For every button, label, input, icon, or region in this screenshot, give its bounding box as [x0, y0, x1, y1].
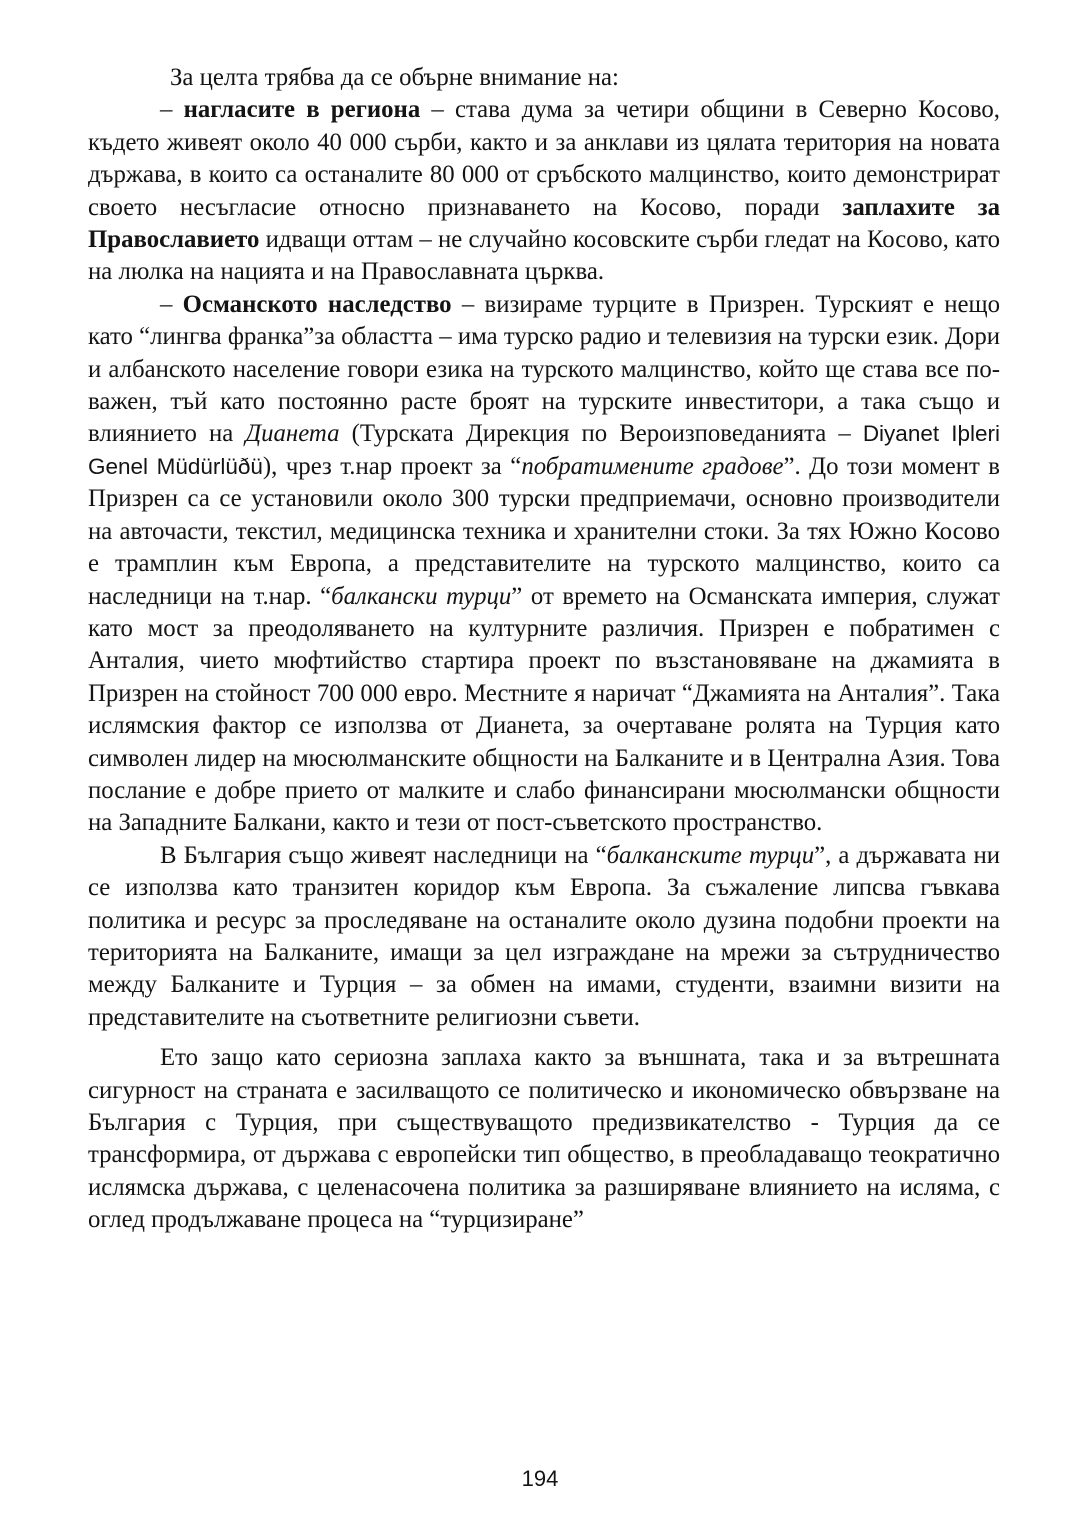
paragraph-text: Ето защо като сериозна заплаха както за външната, така и за вътрешната сигурност на страната е засилващото се политическо и икономическо обвързване на България с Турция, при съществуващото предизвикателство - Турция да се трансформира, от държава с европейски тип общество, в преобладаващо теократично ислямска държава, с целенасочена политика за разширяване влиянието на исляма, с оглед продължаване процеса на “турцизиране”: [88, 1044, 1000, 1234]
page-body-text: [88, 62, 1000, 1237]
turkish-institution-name: Diyanet Iþleri Genel Müdürlüðü: [88, 421, 1001, 479]
paragraph-conclusion: [88, 1042, 1000, 1236]
paragraph-intro: [88, 62, 1000, 94]
bold-phrase-orthodoxy-threats: заплахите за Православието: [88, 193, 1000, 254]
paragraph-ottoman-heritage: [88, 289, 1000, 840]
paragraph-text: – става дума за четири общини в Северно Косово, където живеят около 40 000 сърби, както и за анклави из цялата територия на новата държава, в които са останалите 80 000 от сръбското малцинство, които демонстрират своето несъгласие относно признаването на Косово, поради: [88, 96, 1000, 221]
paragraph-text: В България също живеят наследници на “: [160, 841, 607, 869]
dash: –: [160, 290, 183, 318]
bold-heading-ottoman-heritage: Османското наследство: [182, 290, 452, 318]
bold-heading-regional-attitudes: нагласите в региона: [183, 96, 421, 124]
paragraph-regional-attitudes: [88, 94, 1000, 288]
dash: –: [160, 96, 184, 124]
paragraph-bulgaria: [88, 840, 1000, 1034]
italic-term-dianeta: Дианета: [245, 420, 340, 448]
italic-term-twinned-cities: побратимените градове: [521, 452, 784, 480]
italic-term-balkan-turks: балканските турци: [606, 841, 815, 869]
paragraph-text: ” от времето на Османската империя, служат като мост за преодоляването на културните различия. Призрен е побратимен с Анталия, чието мюфтийство стартира проект по възстановяване на джамията в Призрен на стойност 700 000 евро. Местните я наричат “Джамията на Анталия”. Така ислямския фактор се използва от Дианета, за очертаване ролята на Турция като символен лидер на мюсюлманските общности на Балканите и в Централна Азия. Това послание е добре прието от малките и слабо финансирани мюсюлмански общности на Западните Балкани, както и тези от пост-съветското пространство.: [88, 582, 1000, 837]
italic-term-balkan-turks: балкански турци: [331, 582, 512, 610]
paragraph-text: ”. До този момент в Призрен са се установили около 300 турски предприемачи, основно производители на авточасти, текстил, медицинска техника и хранителни стоки. За тях Южно Косово е трамплин към Европа, а представителите на турското малцинство, които са наследници на т.нар. “: [88, 452, 1001, 610]
intro-text: За целта трябва да се обърне внимание на:: [170, 64, 619, 91]
paragraph-text: ), чрез т.нар проект за “: [262, 452, 522, 480]
paragraph-text: (Турската Дирекция по Вероизповеданията –: [339, 420, 863, 448]
page-number: 194: [521, 1466, 559, 1491]
paragraph-text: – визираме турците в Призрен. Турският е нещо като “лингва франка”за областта – има турско радио и телевизия на турски език. Дори и албанското население говори езика на турското малцинство, който ще става все по-важен, тъй като постоянно расте броят на турските инвеститори, а така също и влиянието на: [88, 290, 1000, 448]
paragraph-text: идващи оттам – не случайно косовските сърби гледат на Косово, като на люлка на нацията и на Православната църква.: [88, 226, 1000, 286]
paragraph-text: ”, а държавата ни се използва като транзитен коридор към Европа. За съжаление липсва гъвкава политика и ресурс за проследяване на останалите около дузина подобни проекти на територията на Балканите, имащи за цел изграждане на мрежи за сътрудничество между Балканите и Турция – за обмен на имами, студенти, взаимни визити на представителите на съответните религиозни съвети.: [88, 841, 1000, 1031]
